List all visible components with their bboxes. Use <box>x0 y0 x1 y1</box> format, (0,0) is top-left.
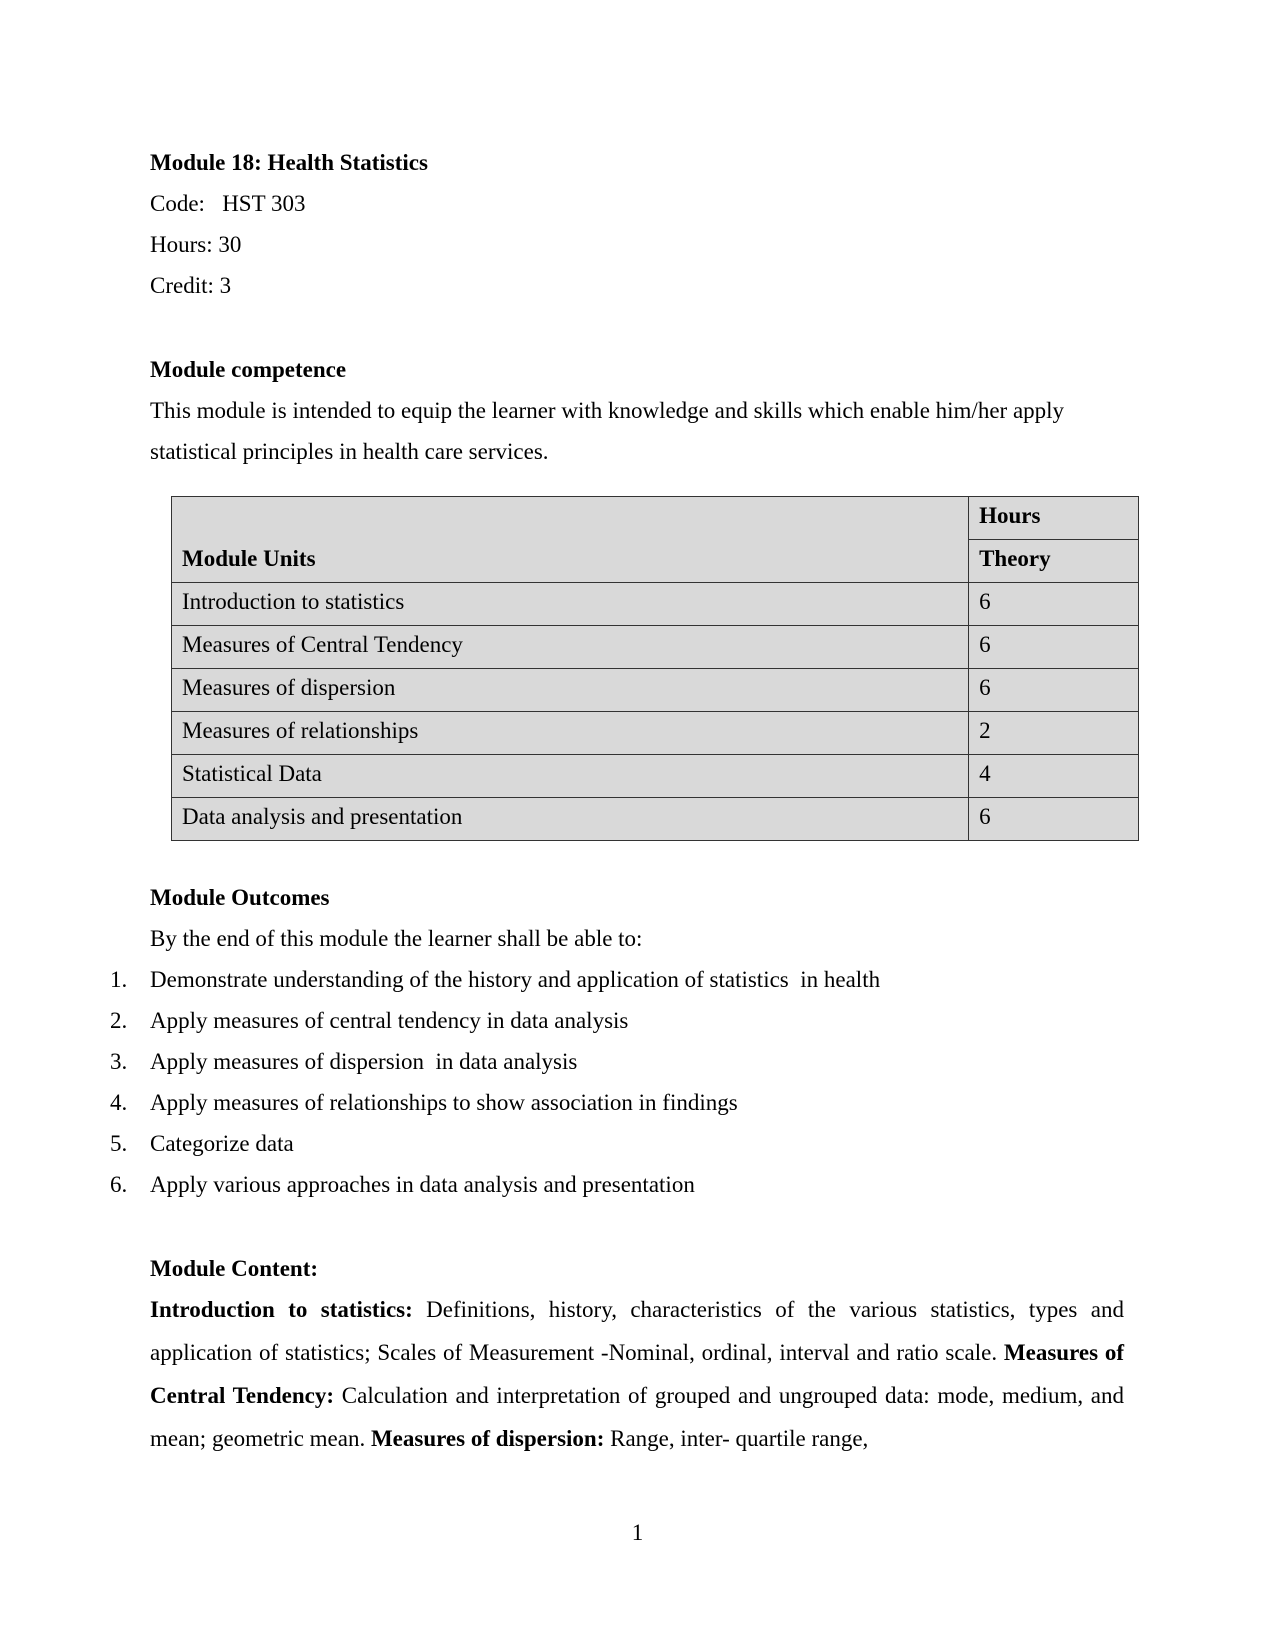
table-row <box>172 712 1139 755</box>
central-tendency-text: Calculation and interpretation of grouped and ungrouped data: mode, medium, and mean; geometric mean. <box>150 1383 1124 1451</box>
list-item <box>110 1088 738 1118</box>
list-item <box>110 1006 628 1036</box>
list-item <box>110 965 880 995</box>
page-number: 1 <box>631 1520 644 1545</box>
outcomes-intro: By the end of this module the learner shall be able to: <box>150 926 643 951</box>
table-row <box>172 798 1139 841</box>
outcomes-heading: Module Outcomes <box>150 885 330 910</box>
intro-label: Introduction to statistics: <box>150 1297 413 1322</box>
list-number: 1. <box>110 967 128 992</box>
dispersion-text: Range, inter- quartile range, <box>604 1426 869 1451</box>
hours-header: Hours <box>969 497 1139 540</box>
table-row <box>172 755 1139 798</box>
unit-cell: Statistical Data <box>172 755 969 798</box>
list-number: 2. <box>110 1008 128 1033</box>
unit-cell: Measures of dispersion <box>172 669 969 712</box>
list-text: Apply measures of central tendency in data analysis <box>150 1008 629 1033</box>
hours-cell: 2 <box>969 712 1139 755</box>
unit-cell: Data analysis and presentation <box>172 798 969 841</box>
dispersion-label: Measures of dispersion: <box>370 1426 605 1451</box>
list-text: Categorize data <box>150 1131 294 1156</box>
table-row <box>172 583 1139 626</box>
module-units-table <box>171 496 1139 841</box>
module-title: Module 18: Health Statistics <box>150 150 428 175</box>
list-item <box>110 1170 695 1200</box>
unit-cell: Measures of Central Tendency <box>172 626 969 669</box>
central-tendency-label: Measures of Central Tendency: <box>150 1340 1124 1408</box>
hours-cell: 6 <box>969 798 1139 841</box>
list-number: 5. <box>110 1131 128 1156</box>
unit-cell: Measures of relationships <box>172 712 969 755</box>
table-row <box>172 669 1139 712</box>
list-text: Apply various approaches in data analysis and presentation <box>150 1172 695 1197</box>
unit-cell: Introduction to statistics <box>172 583 969 626</box>
list-number: 6. <box>110 1172 128 1197</box>
list-text: Demonstrate understanding of the history and application of statistics in health <box>150 967 881 992</box>
competence-text-line2: statistical principles in health care services. <box>150 439 549 464</box>
module-hours: Hours: 30 <box>150 232 242 257</box>
units-header: Module Units <box>172 497 969 583</box>
table-row <box>172 626 1139 669</box>
content-paragraph <box>150 1288 1124 1460</box>
list-item <box>110 1047 577 1077</box>
list-text: Apply measures of relationships to show association in findings <box>150 1090 738 1115</box>
list-number: 4. <box>110 1090 128 1115</box>
intro-text: Definitions, history, characteristics of the various statistics, types and application of statistics; Scales of Measurement -Nominal, ordinal, interval and ratio scale. <box>150 1297 1124 1365</box>
hours-cell: 6 <box>969 583 1139 626</box>
list-text: Apply measures of dispersion in data analysis <box>150 1049 578 1074</box>
list-item <box>110 1129 294 1159</box>
content-heading: Module Content: <box>150 1256 319 1281</box>
hours-cell: 6 <box>969 626 1139 669</box>
competence-text-line1: This module is intended to equip the learner with knowledge and skills which enable him/her apply <box>150 398 1065 423</box>
module-credit: Credit: 3 <box>150 273 232 298</box>
hours-cell: 6 <box>969 669 1139 712</box>
competence-heading: Module competence <box>150 357 347 382</box>
hours-cell: 4 <box>969 755 1139 798</box>
list-number: 3. <box>110 1049 128 1074</box>
theory-header: Theory <box>969 540 1139 583</box>
module-code: Code: HST 303 <box>150 191 306 216</box>
